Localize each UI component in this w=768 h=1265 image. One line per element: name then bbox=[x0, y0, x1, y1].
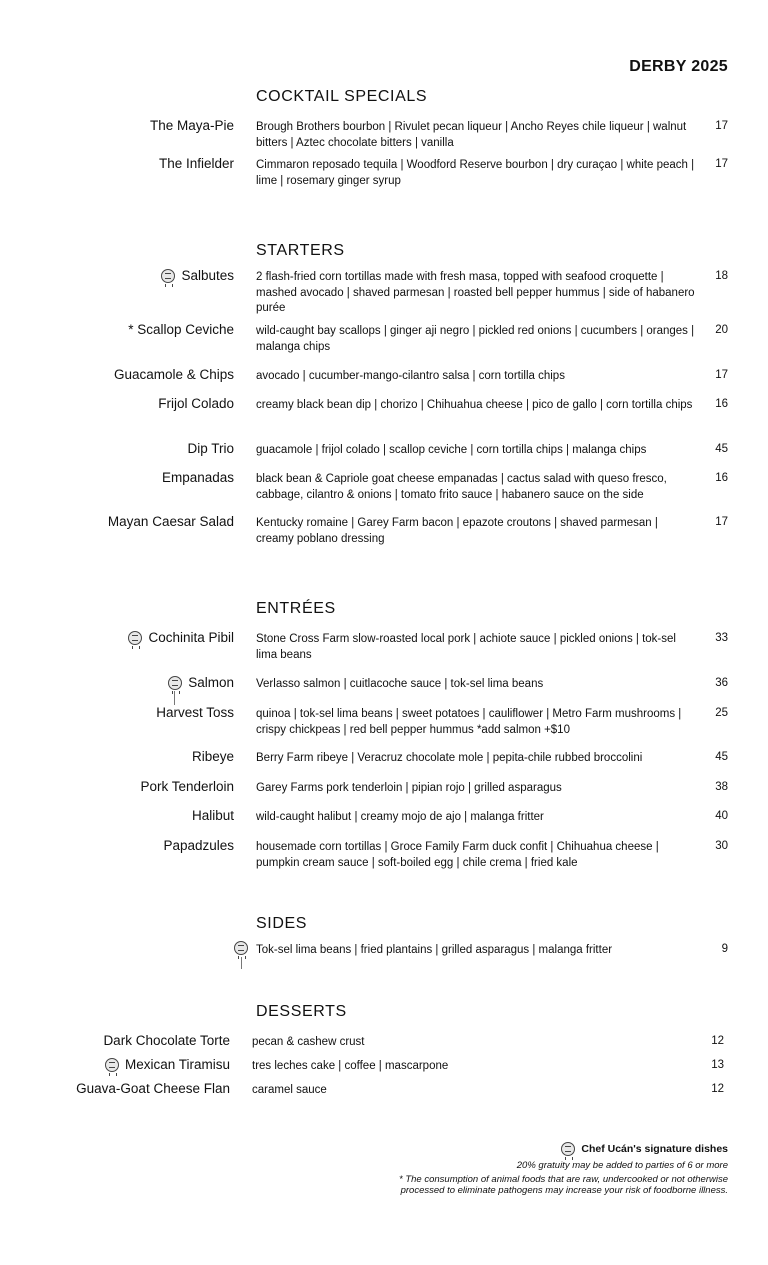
section-title-entrees: ENTRÉES bbox=[256, 600, 336, 617]
item-price: 40 bbox=[715, 810, 728, 822]
item-description: Cimmaron reposado tequila | Woodford Reserve bourbon | dry curaçao | white peach | lime | rosemary ginger syrup bbox=[256, 159, 695, 187]
section-title-desserts: DESSERTS bbox=[256, 1003, 347, 1020]
item-description: quinoa | tok-sel lima beans | sweet potatoes | cauliflower | Metro Farm mushrooms | crispy chickpeas | red bell pepper hummus *add salmon +$10 bbox=[256, 708, 682, 736]
item-price: 17 bbox=[715, 120, 728, 132]
item-price: 45 bbox=[715, 751, 728, 763]
item-name: * Scallop Ceviche bbox=[128, 322, 234, 337]
chef-signature-icon bbox=[161, 269, 175, 283]
item-price: 45 bbox=[715, 443, 728, 455]
item-price: 17 bbox=[715, 369, 728, 381]
item-price: 30 bbox=[715, 840, 728, 852]
item-description: Stone Cross Farm slow-roasted local pork | achiote sauce | pickled onions | tok-sel lima beans bbox=[256, 633, 676, 661]
item-name: Mayan Caesar Salad bbox=[107, 514, 234, 529]
item-description: guacamole | frijol colado | scallop ceviche | corn tortilla chips | malanga chips bbox=[256, 444, 647, 456]
item-name: Pork Tenderloin bbox=[140, 779, 234, 794]
chef-signature-icon bbox=[234, 941, 248, 955]
divider bbox=[174, 691, 175, 705]
item-price: 13 bbox=[711, 1059, 724, 1071]
item-name: The Infielder bbox=[158, 156, 234, 171]
item-description: caramel sauce bbox=[252, 1084, 327, 1096]
item-price: 17 bbox=[715, 516, 728, 528]
item-price: 38 bbox=[715, 781, 728, 793]
item-description: wild-caught bay scallops | ginger aji negro | pickled red onions | cucumbers | oranges | malanga chips bbox=[256, 325, 695, 353]
item-price: 16 bbox=[715, 472, 728, 484]
item-description: creamy black bean dip | chorizo | Chihuahua cheese | pico de gallo | corn tortilla chips bbox=[256, 399, 693, 411]
item-name-wrap bbox=[168, 675, 234, 690]
item-description: wild-caught halibut | creamy mojo de ajo | malanga fritter bbox=[256, 811, 544, 823]
item-description: Verlasso salmon | cuitlacoche sauce | tok-sel lima beans bbox=[256, 678, 544, 690]
item-name: Guacamole & Chips bbox=[113, 367, 234, 382]
item-name: Halibut bbox=[191, 808, 234, 823]
item-name: Cochinita Pibil bbox=[148, 630, 234, 645]
item-name-wrap bbox=[105, 1057, 230, 1072]
item-name-wrap bbox=[161, 268, 234, 283]
item-name: Dark Chocolate Torte bbox=[103, 1033, 230, 1048]
food-safety-warning-cont: processed to eliminate pathogens may increase your risk of foodborne illness. bbox=[400, 1185, 728, 1196]
item-description: housemade corn tortillas | Groce Family Farm duck confit | Chihuahua cheese | pumpkin cream sauce | soft-boiled egg | chile crema | fried kale bbox=[256, 841, 659, 869]
divider bbox=[241, 957, 242, 969]
item-description: avocado | cucumber-mango-cilantro salsa | corn tortilla chips bbox=[256, 370, 565, 382]
chef-signature-icon bbox=[168, 676, 182, 690]
item-name: Empanadas bbox=[161, 470, 234, 485]
page-title: DERBY 2025 bbox=[629, 58, 728, 75]
signature-legend bbox=[399, 1142, 728, 1156]
chef-signature-icon bbox=[105, 1058, 119, 1072]
item-name-wrap bbox=[128, 630, 234, 645]
item-price: 17 bbox=[715, 158, 728, 170]
item-description: Garey Farms pork tenderloin | pipian rojo | grilled asparagus bbox=[256, 782, 562, 794]
item-name: Dip Trio bbox=[187, 441, 234, 456]
section-title-starters: STARTERS bbox=[256, 242, 345, 259]
item-name: Harvest Toss bbox=[156, 705, 234, 720]
chef-signature-icon bbox=[128, 631, 142, 645]
section-title-cocktails: COCKTAIL SPECIALS bbox=[256, 88, 428, 105]
item-name: Ribeye bbox=[191, 749, 234, 764]
item-price: 25 bbox=[715, 707, 728, 719]
food-safety-warning: * The consumption of animal foods that are raw, undercooked or not otherwise bbox=[399, 1174, 728, 1185]
item-description: pecan & cashew crust bbox=[252, 1036, 365, 1048]
signature-legend-text: Chef Ucán's signature dishes bbox=[581, 1142, 728, 1155]
item-description: Kentucky romaine | Garey Farm bacon | epazote croutons | shaved parmesan | creamy poblano dressing bbox=[256, 517, 658, 545]
gratuity-note: 20% gratuity may be added to parties of 6 or more bbox=[516, 1160, 728, 1171]
item-name: Guava-Goat Cheese Flan bbox=[76, 1081, 230, 1096]
item-description: Berry Farm ribeye | Veracruz chocolate mole | pepita-chile rubbed broccolini bbox=[256, 752, 643, 764]
item-description: black bean & Capriole goat cheese empanadas | cactus salad with queso fresco, cabbage, cilantro & onions | tomato frito sauce | habanero sauce on the side bbox=[256, 473, 667, 501]
item-price: 16 bbox=[715, 398, 728, 410]
item-description: Tok-sel lima beans | fried plantains | grilled asparagus | malanga fritter bbox=[256, 944, 613, 956]
item-name: Mexican Tiramisu bbox=[124, 1057, 230, 1072]
item-description: 2 flash-fried corn tortillas made with fresh masa, topped with seafood croquette | mashed avocado | shaved parmesan | roasted bell pepper hummus | side of habanero purée bbox=[256, 271, 695, 314]
item-price: 9 bbox=[721, 943, 728, 955]
chef-signature-icon bbox=[561, 1142, 575, 1156]
item-name: Papadzules bbox=[163, 838, 234, 853]
item-description: Brough Brothers bourbon | Rivulet pecan liqueur | Ancho Reyes chile liqueur | walnut bitters | Aztec chocolate bitters | vanilla bbox=[256, 121, 687, 149]
item-price: 12 bbox=[711, 1035, 724, 1047]
item-name: Salmon bbox=[188, 675, 234, 690]
item-name: Frijol Colado bbox=[158, 396, 234, 411]
item-price: 33 bbox=[715, 632, 728, 644]
item-description: tres leches cake | coffee | mascarpone bbox=[252, 1060, 449, 1072]
section-title-sides: SIDES bbox=[256, 915, 308, 932]
item-price: 36 bbox=[715, 677, 728, 689]
item-price: 12 bbox=[711, 1083, 724, 1095]
item-name: Salbutes bbox=[181, 268, 234, 283]
item-price: 20 bbox=[715, 324, 728, 336]
item-name: The Maya-Pie bbox=[149, 118, 234, 133]
item-price: 18 bbox=[715, 270, 728, 282]
footer-notes bbox=[399, 1142, 728, 1196]
